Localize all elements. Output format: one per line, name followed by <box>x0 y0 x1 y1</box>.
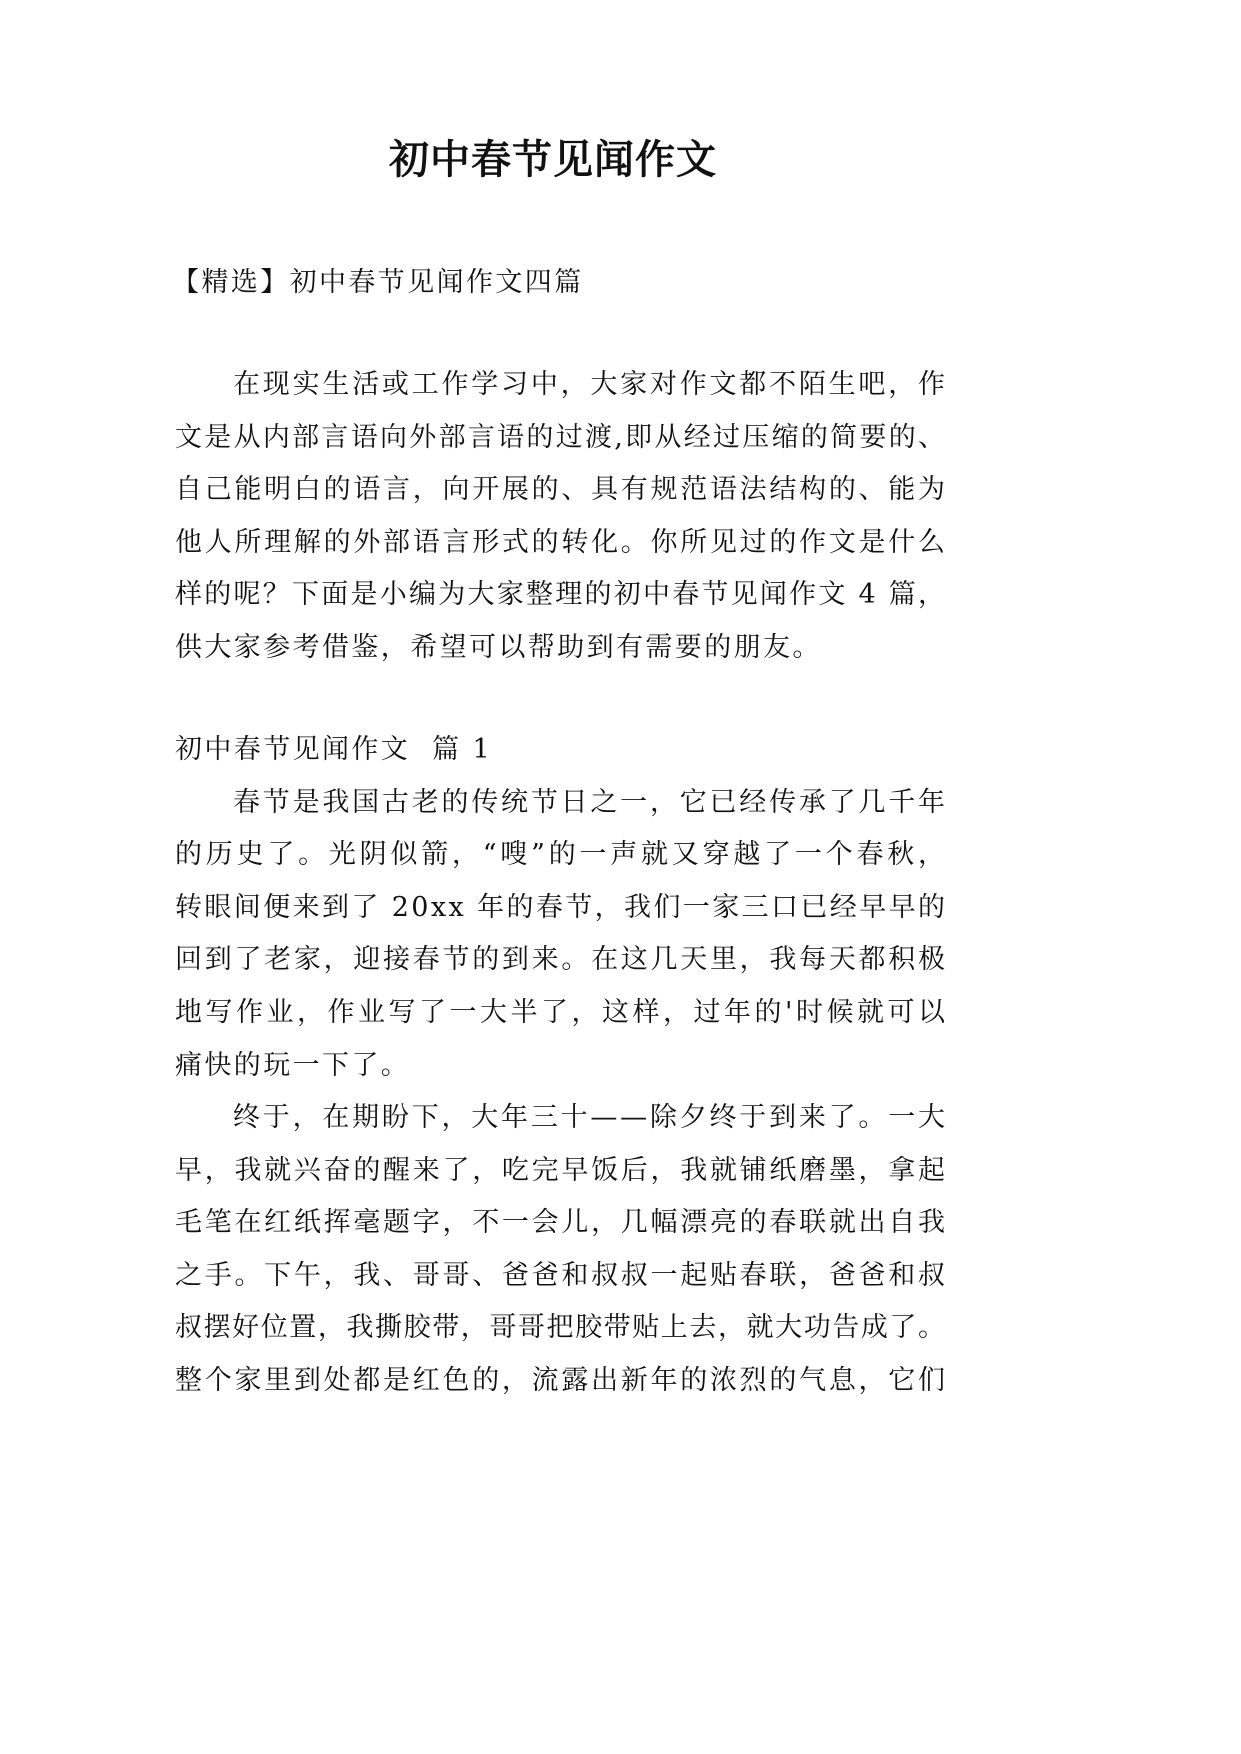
text-line: 的历史了。光阴似箭，“嗖”的一声就又穿越了一个春秋， <box>175 839 949 871</box>
intro-paragraph <box>175 359 948 675</box>
text-line: 转眼间便来到了 20xx 年的春节，我们一家三口已经早早的 <box>175 891 948 923</box>
text-line: 叔摆好位置，我撕胶带，哥哥把胶带贴上去，就大功告成了。 <box>175 1312 947 1344</box>
essay-heading: 初中春节见闻作文 篇 1 <box>175 733 493 765</box>
text-line: 春节是我国古老的传统节日之一，它已经传承了几千年 <box>233 786 948 818</box>
text-line: 样的呢？下面是小编为大家整理的初中春节见闻作文 4 篇， <box>175 579 948 611</box>
text-line: 文是从内部言语向外部言语的过渡,即从经过压缩的简要的、 <box>175 421 948 453</box>
text-line: 回到了老家，迎接春节的到来。在这几天里，我每天都积极 <box>175 944 948 976</box>
text-line: 整个家里到处都是红色的，流露出新年的浓烈的气息，它们 <box>175 1365 948 1397</box>
document-subtitle: 【精选】初中春节见闻作文四篇 <box>172 267 584 298</box>
text-line: 在现实生活或工作学习中，大家对作文都不陌生吧，作 <box>233 368 948 400</box>
text-line: 终于，在期盼下，大年三十——除夕终于到来了。一大 <box>233 1102 948 1134</box>
text-line: 他人所理解的外部语言形式的转化。你所见过的作文是什么 <box>175 526 948 558</box>
text-line: 之手。下午，我、哥哥、爸爸和叔叔一起贴春联，爸爸和叔 <box>175 1259 948 1291</box>
document-title: 初中春节见闻作文 <box>389 136 717 183</box>
text-line: 自己能明白的语言，向开展的、具有规范语法结构的、能为 <box>175 474 948 506</box>
essay-paragraph-2 <box>175 1092 948 1408</box>
text-line: 痛快的玩一下了。 <box>175 1049 411 1081</box>
text-line: 毛笔在红纸挥毫题字，不一会儿，几幅漂亮的春联就出自我 <box>175 1207 948 1239</box>
document-body <box>172 257 949 1408</box>
text-line: 地写作业，作业写了一大半了，这样，过年的'时候就可以 <box>175 996 949 1028</box>
text-line: 供大家参考借鉴，希望可以帮助到有需要的朋友。 <box>175 631 822 663</box>
essay-paragraph-1 <box>175 777 949 1093</box>
text-line: 早，我就兴奋的醒来了，吃完早饭后，我就铺纸磨墨，拿起 <box>175 1154 948 1186</box>
